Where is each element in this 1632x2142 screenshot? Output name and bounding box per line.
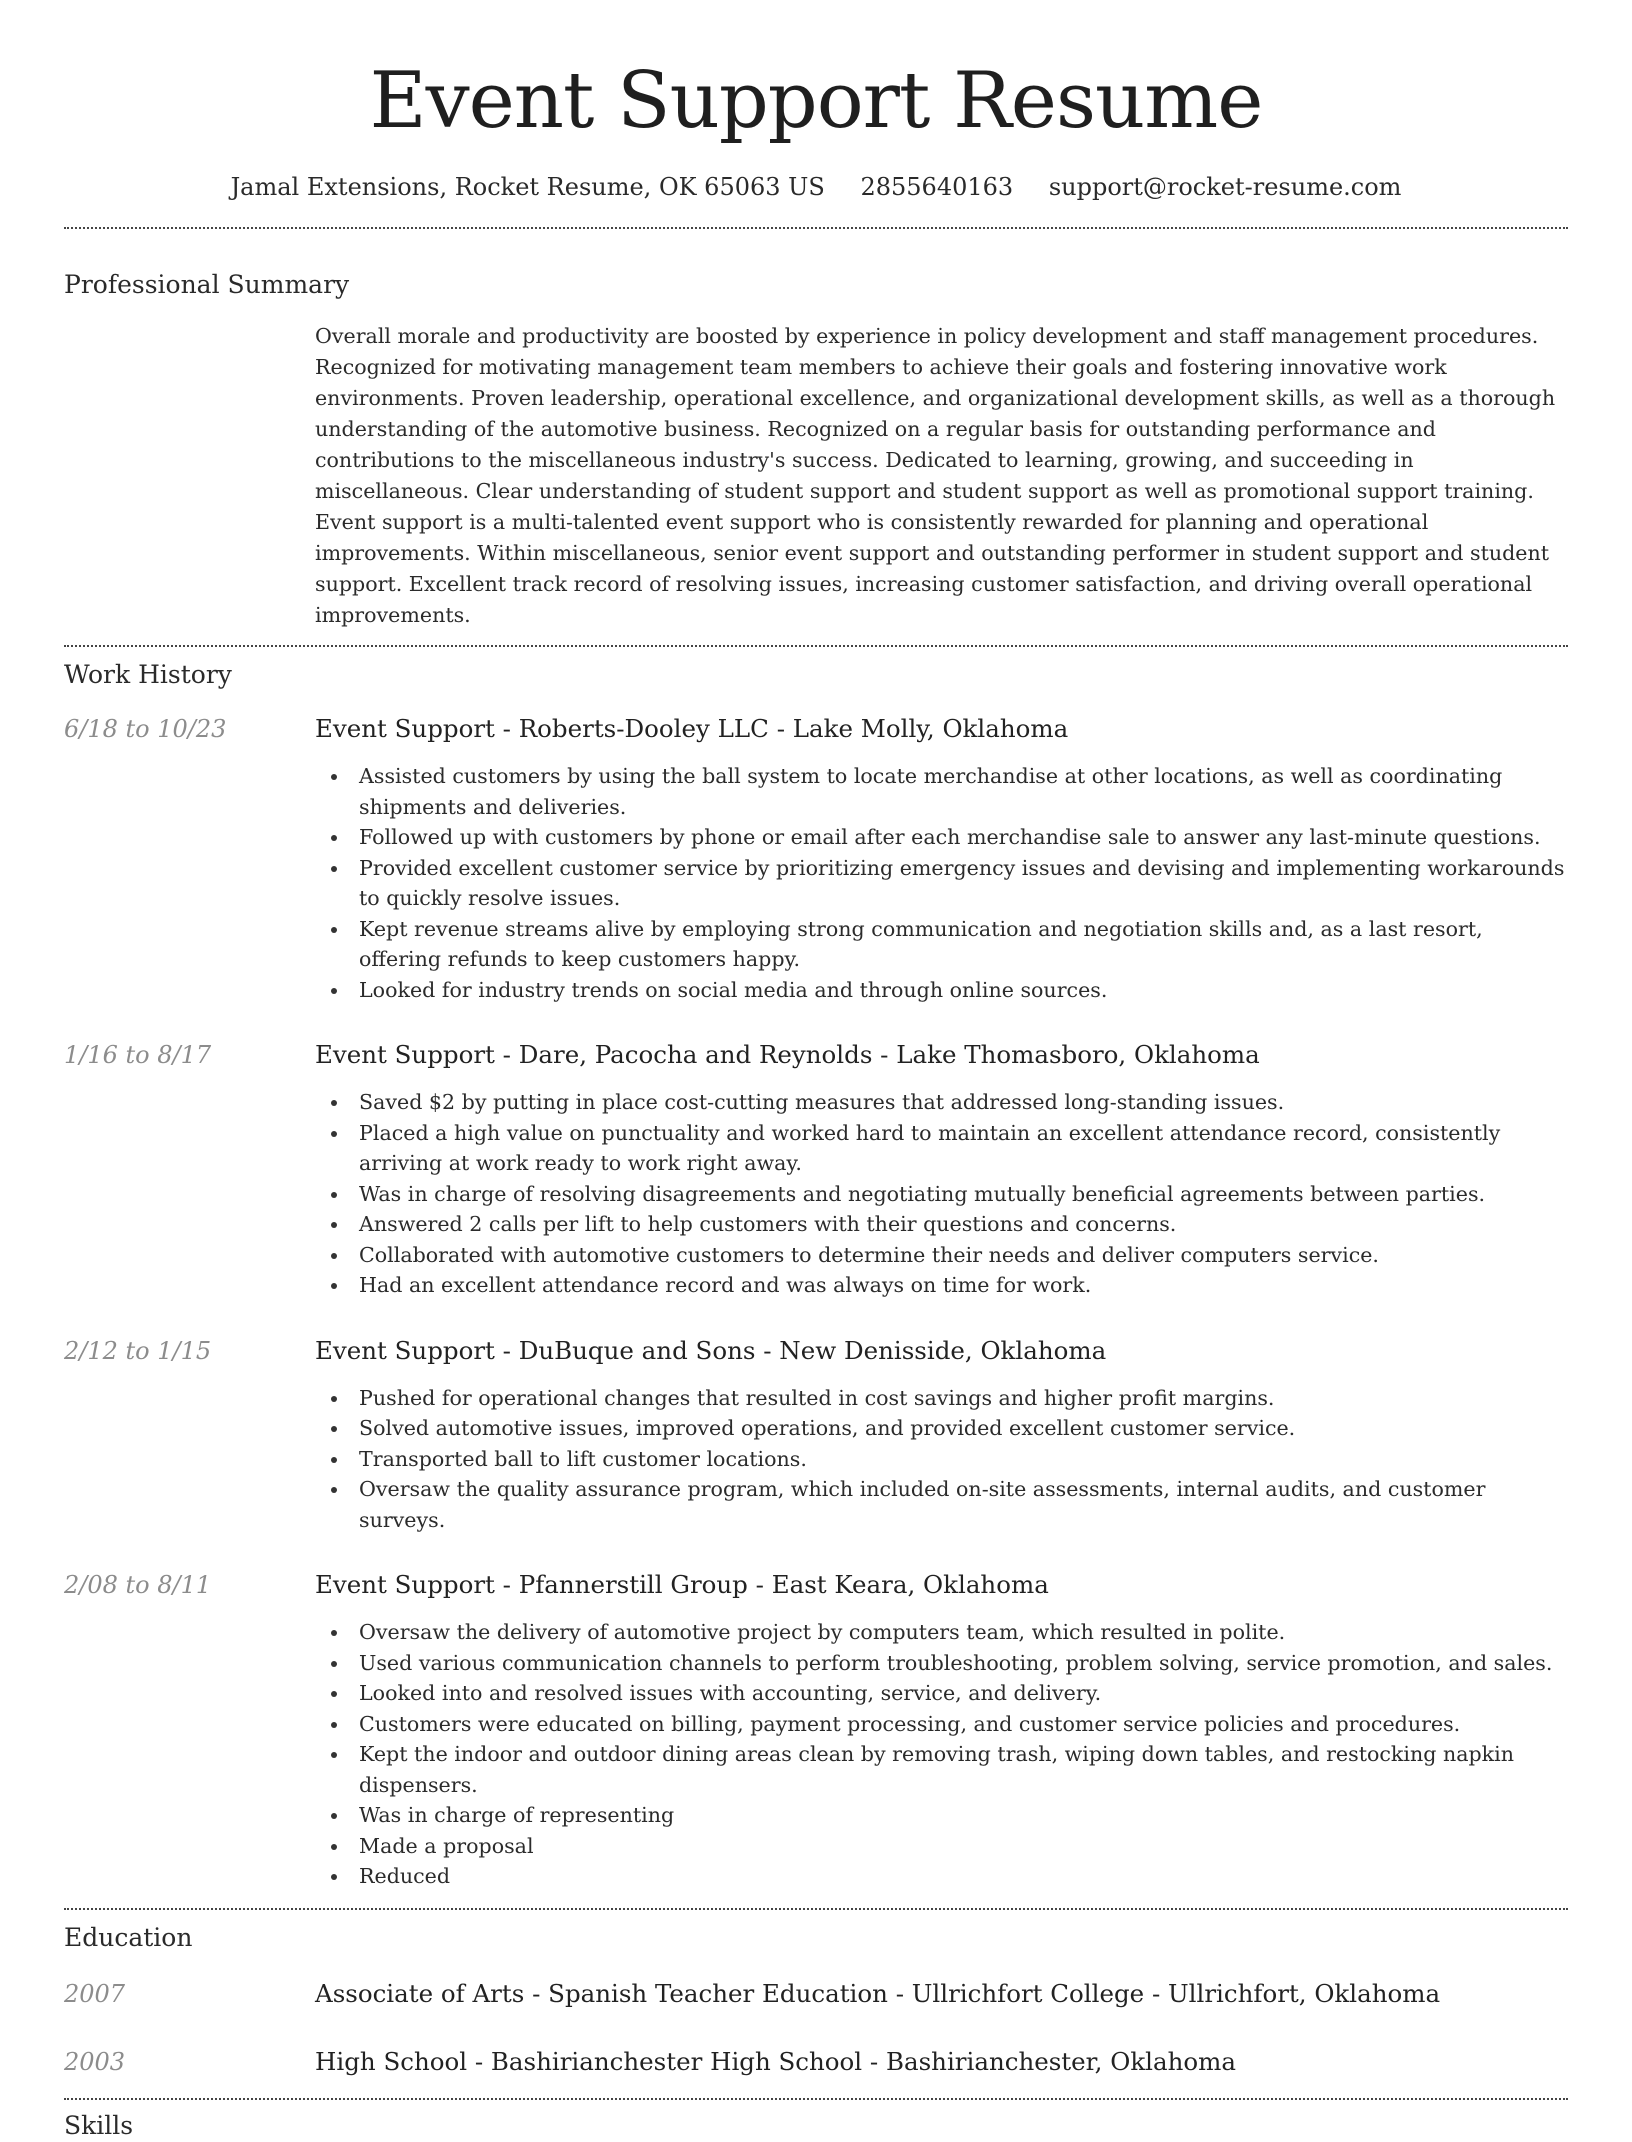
list-item: Answered 2 calls per lift to help customers with their questions and concerns. [315,1209,1568,1240]
education-heading: Associate of Arts - Spanish Teacher Education - Ullrichfort College - Ullrichfort, Oklahoma [315,1978,1441,2008]
education-date: 2003 [64,2047,126,2076]
list-item: Solved automotive issues, improved operations, and provided excellent customer service. [315,1413,1568,1444]
contact-line [64,172,1568,202]
divider [64,2098,1568,2100]
job-date: 6/18 to 10/23 [64,715,227,743]
divider [64,645,1568,647]
list-item: Kept the indoor and outdoor dining areas clean by removing trash, wiping down tables, and restocking napkin dispensers. [315,1739,1568,1800]
list-item: Looked into and resolved issues with accounting, service, and delivery. [315,1678,1568,1709]
job-entry [64,1039,1568,1301]
list-item: Transported ball to lift customer locations. [315,1444,1568,1475]
list-item: Oversaw the delivery of automotive project by computers team, which resulted in polite. [315,1617,1568,1648]
education-entry [64,1978,1568,2010]
list-item: Followed up with customers by phone or email after each merchandise sale to answer any last-minute questions. [315,822,1568,853]
education-section [64,1922,1568,2078]
summary-section [64,269,1568,631]
job-bullets [315,1617,1568,1892]
list-item: Kept revenue streams alive by employing strong communication and negotiation skills and, as a last resort, offering refunds to keep customers happy. [315,914,1568,975]
job-heading: Event Support - Roberts-Dooley LLC - Lake Molly, Oklahoma [315,714,1069,743]
job-heading: Event Support - Dare, Pacocha and Reynolds - Lake Thomasboro, Oklahoma [315,1040,1260,1069]
divider [64,227,1568,229]
contact-phone: 2855640163 [860,173,1014,201]
list-item: Oversaw the quality assurance program, which included on-site assessments, internal audits, and customer surveys. [315,1474,1568,1535]
job-entry [64,1569,1568,1892]
job-date: 2/08 to 8/11 [64,1571,212,1599]
job-bullets [315,761,1568,1005]
job-heading: Event Support - Pfannerstill Group - East Keara, Oklahoma [315,1570,1049,1599]
list-item: Assisted customers by using the ball system to locate merchandise at other locations, as well as coordinating shipments and deliveries. [315,761,1568,822]
education-date: 2007 [64,1979,126,2008]
contact-address: Jamal Extensions, Rocket Resume, OK 65063 US [230,173,825,201]
list-item: Made a proposal [315,1831,1568,1862]
education-title: Education [64,1922,193,1952]
list-item: Looked for industry trends on social media and through online sources. [315,975,1568,1006]
summary-text: Overall morale and productivity are boosted by experience in policy development and staff management procedures. Recognized for motivating management team members to achieve their goals and fostering innovative work environments. Proven leadership, operational excellence, and organizational development skills, as well as a thorough understanding of the automotive business. Recognized on a regular basis for outstanding performance and contributions to the miscellaneous industry's success. Dedicated to learning, growing, and succeeding in miscellaneous. Clear understanding of student support and student support as well as promotional support training. Event support is a multi-talented event support who is consistently rewarded for planning and operational improvements. Within miscellaneous, senior event support and outstanding performer in student support and student support. Excellent track record of resolving issues, increasing customer satisfaction, and driving overall operational improvements. [315,324,1556,627]
skills-section [64,2110,1568,2142]
contact-email: support@rocket-resume.com [1048,173,1402,201]
list-item: Was in charge of resolving disagreements and negotiating mutually beneficial agreements between parties. [315,1179,1568,1210]
list-item: Was in charge of representing [315,1800,1568,1831]
list-item: Used various communication channels to perform troubleshooting, problem solving, service promotion, and sales. [315,1648,1568,1679]
work-history-section [64,659,1568,1892]
resume-title: Event Support Resume [369,56,1263,146]
summary-title: Professional Summary [64,270,350,299]
list-item: Had an excellent attendance record and was always on time for work. [315,1270,1568,1301]
job-entry [64,713,1568,1005]
resume-page [64,0,1568,2142]
job-date: 1/16 to 8/17 [64,1041,212,1069]
work-history-title: Work History [64,660,232,689]
divider [64,1908,1568,1910]
list-item: Pushed for operational changes that resulted in cost savings and higher profit margins. [315,1383,1568,1414]
job-heading: Event Support - DuBuque and Sons - New Denisside, Oklahoma [315,1335,1107,1365]
education-entry [64,2046,1568,2078]
list-item: Provided excellent customer service by prioritizing emergency issues and devising and implementing workarounds to quickly resolve issues. [315,853,1568,914]
education-heading: High School - Bashirianchester High School - Bashirianchester, Oklahoma [315,2046,1236,2076]
skills-title: Skills [64,2110,134,2140]
list-item: Collaborated with automotive customers to determine their needs and deliver computers service. [315,1240,1568,1271]
job-bullets [315,1383,1568,1536]
job-bullets [315,1087,1568,1301]
list-item: Customers were educated on billing, payment processing, and customer service policies and procedures. [315,1709,1568,1740]
job-date: 2/12 to 1/15 [64,1336,212,1365]
job-entry [64,1335,1568,1536]
list-item: Saved $2 by putting in place cost-cutting measures that addressed long-standing issues. [315,1087,1568,1118]
list-item: Placed a high value on punctuality and worked hard to maintain an excellent attendance record, consistently arriving at work ready to work right away. [315,1118,1568,1179]
list-item: Reduced [315,1861,1568,1892]
